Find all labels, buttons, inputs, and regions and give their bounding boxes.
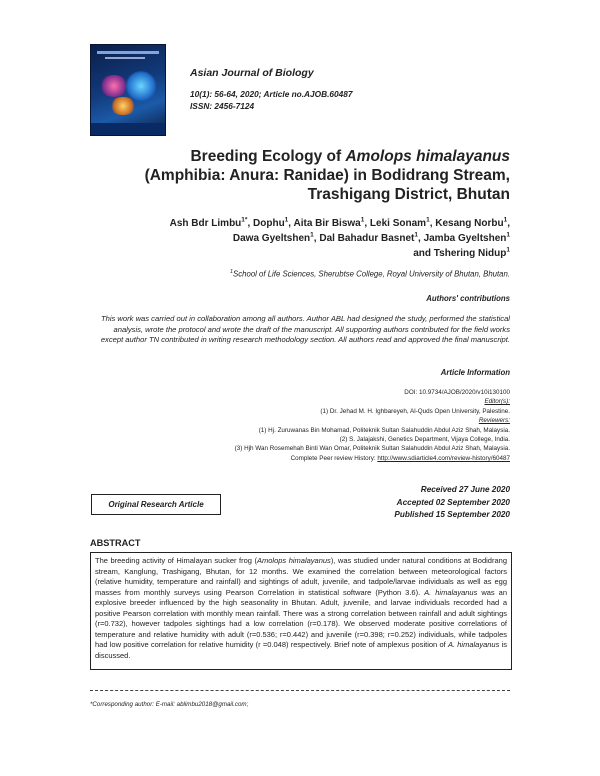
cover-subtitle-band bbox=[105, 57, 145, 59]
author-name: Jamba Gyeltshen bbox=[423, 233, 507, 244]
footnote-divider bbox=[90, 690, 510, 691]
affiliation bbox=[90, 269, 510, 279]
review-history-link[interactable]: http://www.sdiarticle4.com/review-history/60487 bbox=[377, 454, 510, 462]
article-info-heading: Article Information bbox=[440, 368, 510, 377]
abstract-segment: The breeding activity of Himalayan sucker frog ( bbox=[95, 556, 257, 565]
article-dates bbox=[394, 484, 510, 522]
abstract-text bbox=[95, 556, 507, 661]
author-sup: 1 bbox=[414, 231, 418, 239]
cover-title-band bbox=[97, 51, 159, 54]
abstract-box bbox=[90, 552, 512, 670]
author-name: Dophu bbox=[253, 218, 285, 229]
title-part1: Breeding Ecology of bbox=[190, 148, 346, 165]
title-species: Amolops himalayanus bbox=[345, 148, 510, 165]
author-sup: 1 bbox=[360, 216, 365, 224]
author-list: Ash Bdr Limbu$^{1*}$, Dophu$^1$, Aita Bir Biswa$^1$, Leki Sonam$^1$, Kesang Norbu$^1$, Dawa Gyeltshen$^1$, Dal Bahadur Basnet$^1$, Jamba Gyeltshen$^1$ and Tshering Nidup$^1$ bbox=[169, 216, 510, 259]
doi: DOI: 10.9734/AJOB/2020/v10i130100 bbox=[404, 389, 510, 396]
abstract-species: A. himalayanus bbox=[447, 640, 500, 649]
date-accepted: Accepted 02 September 2020 bbox=[396, 497, 510, 507]
review-history-label: Complete Peer review History: bbox=[290, 454, 378, 462]
abstract-species: A. himalayanus bbox=[424, 587, 478, 597]
article-info bbox=[90, 388, 510, 463]
author-name: Dawa Gyeltshen bbox=[232, 233, 311, 244]
abstract-segment: was an explosive breeder influenced by the high seasonality in Bhutan. Adult, juvenile, and larvae individuals recorded had a positive Pearson correlation with monthly mean rainfall. There was a strong correlation between rainfall and adult sightings (r=0.732), however tadpoles sightings had a low correlation (r=0.178). We observed moderate positive correlations of temperature and relative humidity with adult (r=0.536; r=0.442) and juvenile (r=0.398; r=0.252) individuals, while tadpoles had low positive correlation for relative humidity (r =0.048) respectively. Brief note of amplexus position of bbox=[95, 587, 508, 649]
journal-name: Asian Journal of Biology bbox=[190, 67, 314, 79]
reviewers-label: Reviewers: bbox=[478, 417, 510, 425]
title-part2: (Amphibia: Anura: Ranidae) in Bodidrang Stream, bbox=[144, 167, 510, 184]
date-published: Published 15 September 2020 bbox=[394, 510, 510, 519]
issue-info: 10(1): 56-64, 2020; Article no.AJOB.60487 bbox=[190, 89, 353, 99]
author-sup: 1 bbox=[503, 216, 508, 224]
cover-graphic-orange bbox=[109, 97, 137, 115]
article-title bbox=[90, 147, 510, 204]
reviewer-entry: (2) S. Jalajakshi, Genetics Department, Vijaya College, India. bbox=[339, 436, 510, 444]
cover-footer-band bbox=[91, 123, 165, 135]
affiliation-sup: 1 bbox=[229, 269, 234, 275]
date-received: Received 27 June 2020 bbox=[420, 485, 510, 494]
reviewer-entry: (3) Hjh Wan Rosemehah Binti Wan Omar, Politeknik Sultan Salahuddin Abdul Aziz Shah, Malaysia. bbox=[234, 445, 510, 453]
author-sup: 1 bbox=[284, 216, 289, 224]
author-sup: 1 bbox=[506, 246, 510, 254]
author-sup: 1 bbox=[506, 231, 510, 239]
title-part3: Trashigang District, Bhutan bbox=[307, 186, 510, 203]
author-sup: 1* bbox=[241, 216, 248, 224]
author-name: Dal Bahadur Basnet bbox=[319, 233, 415, 244]
abstract-segment: is discussed. bbox=[95, 640, 508, 660]
contributions-text: This work was carried out in collaboration among all authors. Author ABL had designed the study, performed the statistical analysis, wrote the protocol and wrote the draft of the manuscript. All supporting authors contributed for the field works except author TN contributed in writing research methodology section. All authors read and approved the final manuscript. bbox=[100, 314, 510, 344]
review-history bbox=[90, 454, 510, 463]
reviewer-entry: (1) Hj. Zuruwanas Bin Mohamad, Politeknik Sultan Salahuddin Abdul Aziz Shah, Malaysia. bbox=[258, 426, 510, 434]
corresponding-author-footnote: *Corresponding author: E-mail: ablimbu2018@gmail.com; bbox=[90, 701, 249, 708]
editor-entry: (1) Dr. Jehad M. H. Ighbareyeh, Al-Quds Open University, Palestine. bbox=[320, 407, 510, 415]
editors-label: Editor(s): bbox=[484, 398, 510, 406]
abstract-segment: ), was studied under natural conditions at Bodidrang stream, Kanglung, Trashigang, Bhutan, for 12 months. We examined the correlation between meteorological factors (relative humidity, temperature and rainfall) and sightings of adult, juvenile, and tadpole/larvae individuals as well as egg masses from monthly surveys using Pearson Correlation in statistical software (Python 3.6). bbox=[95, 556, 507, 597]
author-name: Leki Sonam bbox=[369, 218, 427, 229]
abstract-heading: ABSTRACT bbox=[90, 538, 141, 548]
issn: ISSN: 2456-7124 bbox=[190, 101, 255, 111]
author-name: Aita Bir Biswa bbox=[293, 218, 361, 229]
author-sup: 1 bbox=[310, 231, 314, 239]
journal-cover-image bbox=[90, 44, 166, 136]
author-name: Kesang Norbu bbox=[435, 218, 504, 229]
author-name: Ash Bdr Limbu bbox=[169, 218, 242, 229]
contributions-heading: Authors' contributions bbox=[426, 294, 510, 303]
author-sup: 1 bbox=[426, 216, 430, 224]
article-type-badge: Original Research Article bbox=[91, 494, 221, 515]
author-name: Tshering Nidup bbox=[433, 248, 507, 259]
abstract-species: Amolops himalayanus bbox=[256, 556, 331, 565]
affiliation-text: School of Life Sciences, Sherubtse College, Royal University of Bhutan, Bhutan. bbox=[233, 269, 510, 279]
cover-graphic-blue bbox=[125, 71, 157, 101]
